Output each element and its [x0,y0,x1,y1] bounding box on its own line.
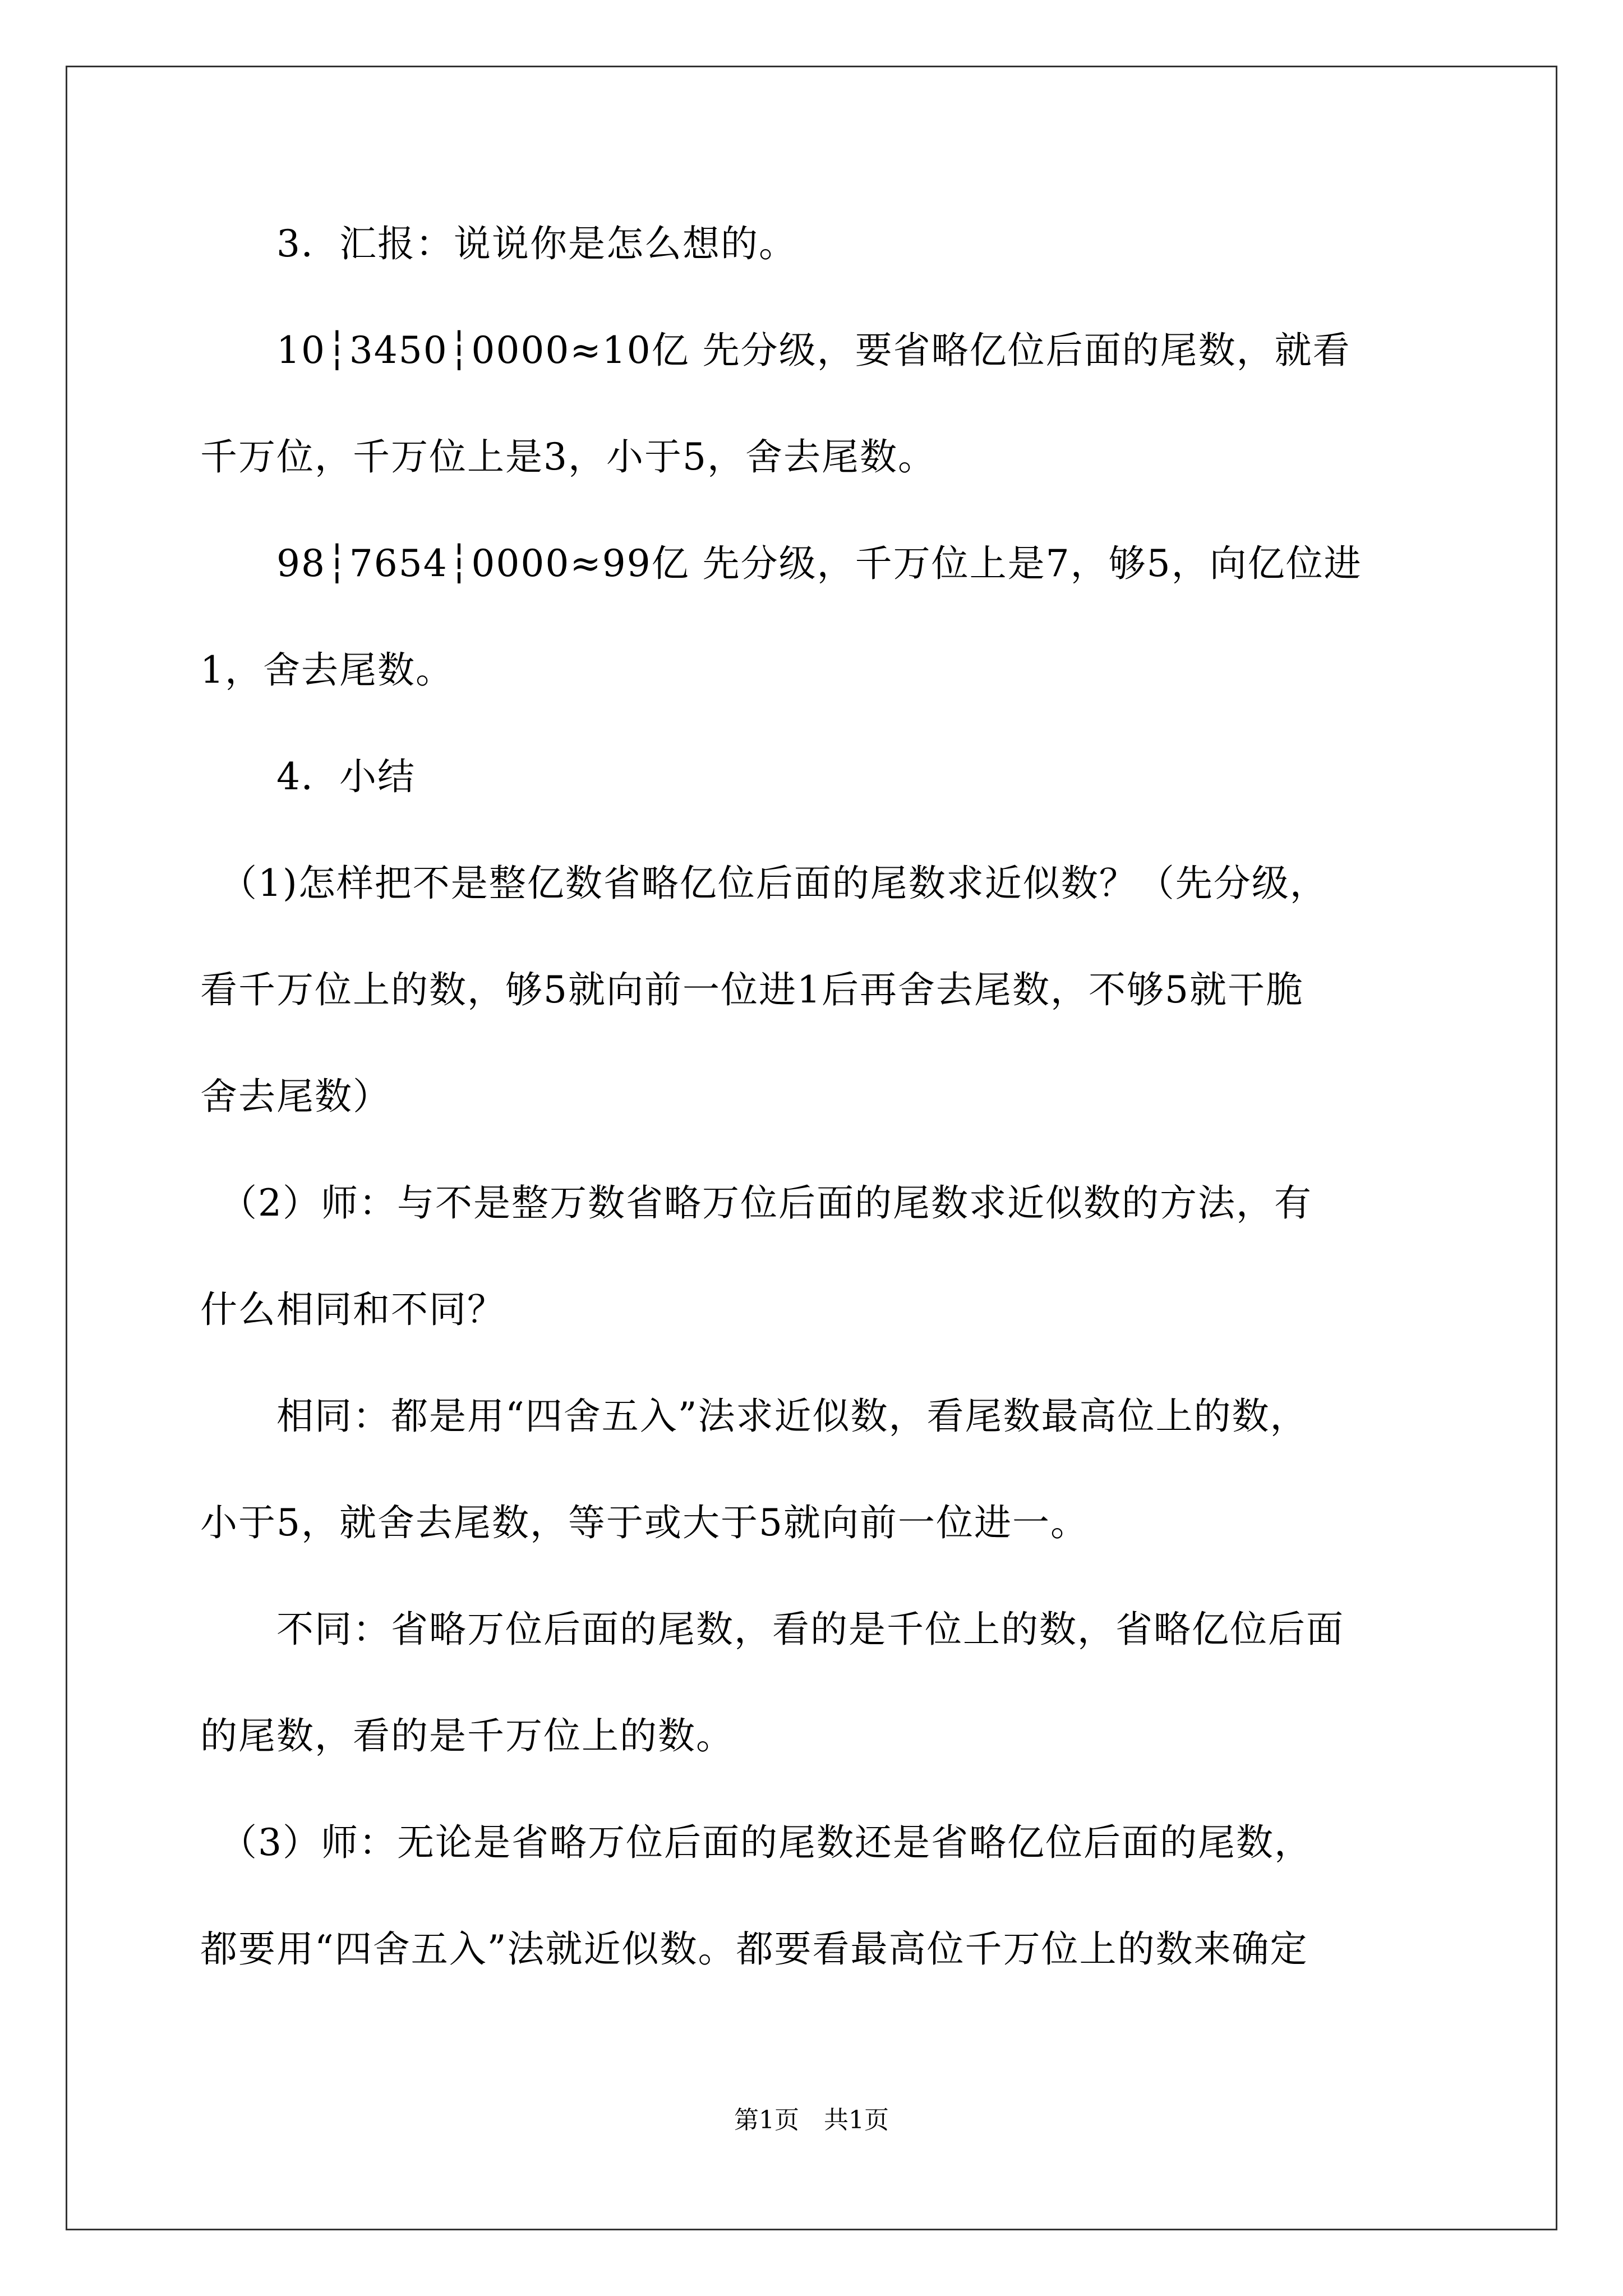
paragraph-line: 小于5，就舍去尾数，等于或大于5就向前一位进一。 [200,1501,1089,1544]
paragraph-line: 的尾数，看的是千万位上的数。 [200,1714,734,1757]
paragraph-line: 3．汇报：说说你是怎么想的。 [200,222,797,265]
paragraph-line: 千万位，千万位上是3，小于5，舍去尾数。 [200,435,936,478]
paragraph-line: 1，舍去尾数。 [200,648,454,692]
paragraph-line: 10┆3450┆0000≈10亿 先分级，要省略亿位后面的尾数，就看 [200,329,1351,372]
paragraph-line: 相同：都是用“四舍五入”法求近似数，看尾数最高位上的数， [200,1395,1308,1438]
paragraph-line: 舍去尾数） [200,1075,391,1118]
paragraph-line: 都要用“四舍五入”法就近似数。都要看最高位千万位上的数来确定 [200,1927,1308,1971]
paragraph-line: 98┆7654┆0000≈99亿 先分级，千万位上是7，够5，向亿位进 [200,542,1362,585]
page-border [66,66,1557,2230]
paragraph-line: 4．小结 [200,755,416,798]
paragraph-line: 什么相同和不同？ [200,1288,505,1331]
paragraph-line: （3）师：无论是省略万位后面的尾数还是省略亿位后面的尾数， [200,1821,1312,1864]
paragraph-line: （1)怎样把不是整亿数省略亿位后面的尾数求近似数？（先分级， [200,862,1328,905]
paragraph-line: 看千万位上的数，够5就向前一位进1后再舍去尾数，不够5就干脆 [200,968,1304,1011]
paragraph-line: （2）师：与不是整万数省略万位后面的尾数求近似数的方法，有 [200,1181,1312,1225]
paragraph-line: 不同：省略万位后面的尾数，看的是千位上的数，省略亿位后面 [200,1608,1344,1651]
page-number-footer: 第1页 共1页 [734,2106,889,2134]
